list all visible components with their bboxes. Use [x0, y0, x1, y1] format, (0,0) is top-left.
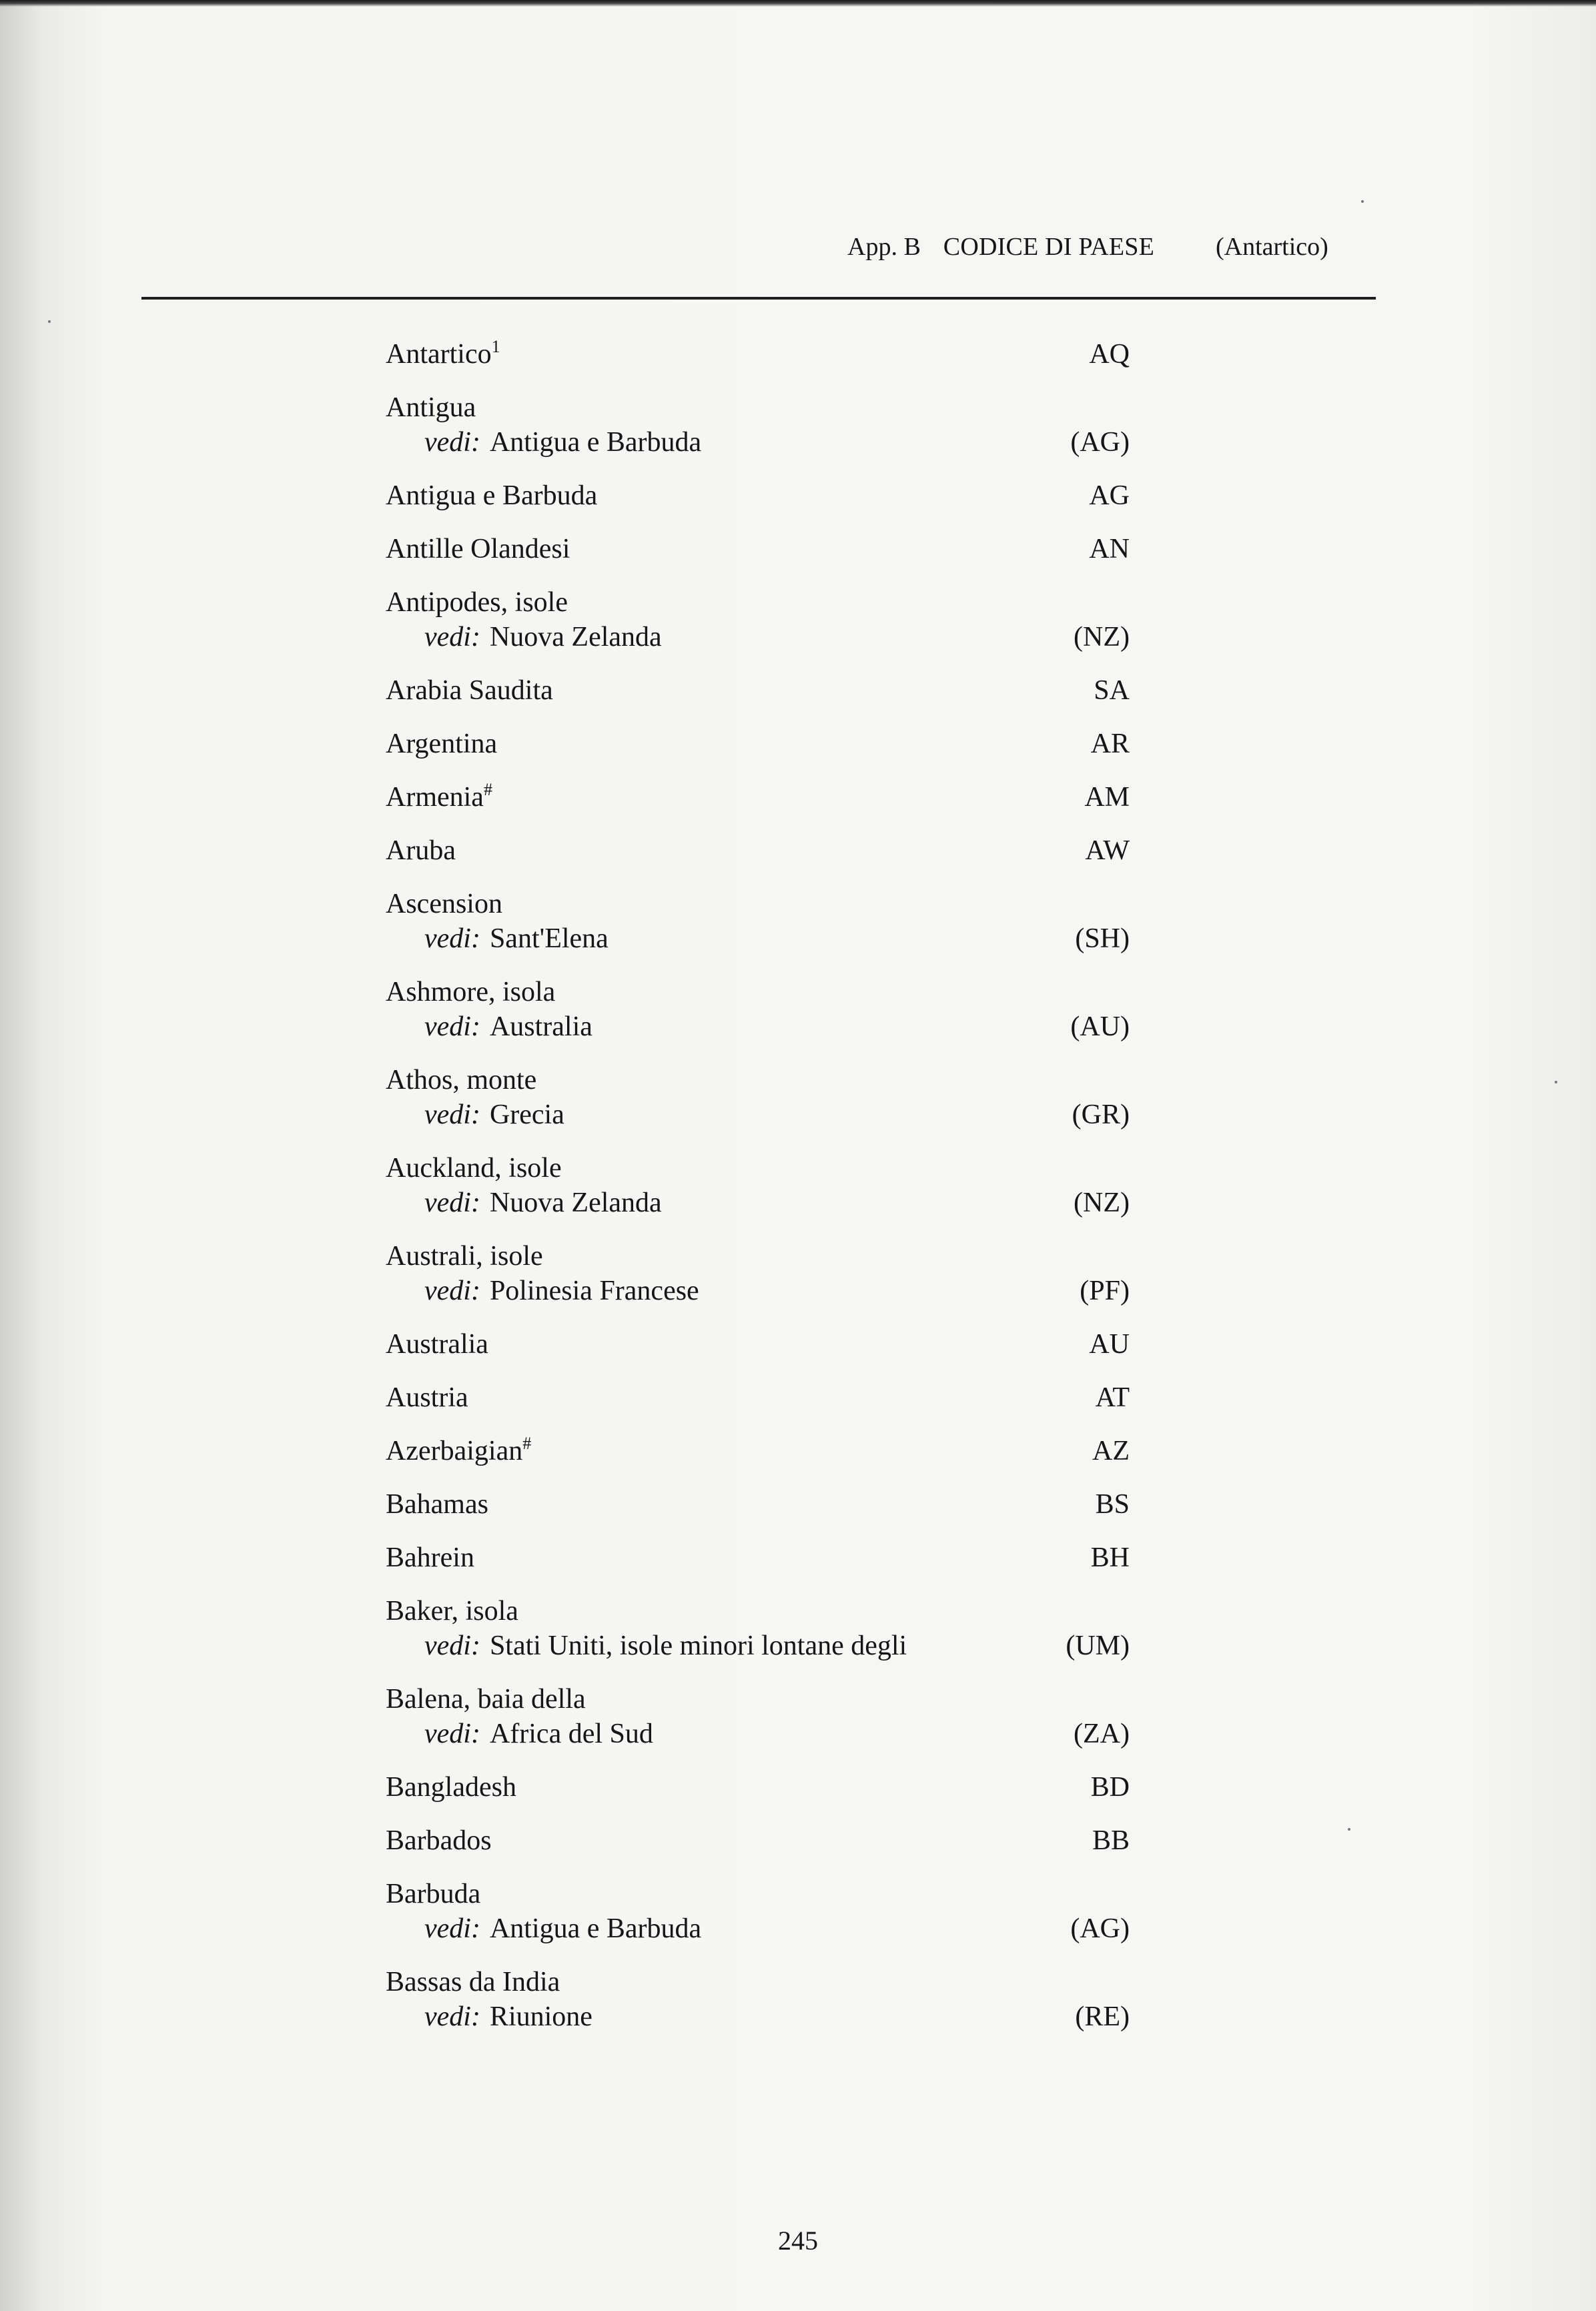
entry-name-text: Antigua e Barbuda — [386, 480, 598, 511]
entry-name — [386, 1770, 516, 1805]
list-item — [386, 1877, 1130, 1946]
entry-name-text: Barbados — [386, 1825, 492, 1856]
entry-main-line — [386, 1965, 1130, 1999]
entry-see-target: Africa del Sud — [489, 1719, 653, 1749]
entry-main-line — [386, 1877, 1130, 1911]
entry-code: AZ — [1092, 1436, 1130, 1466]
list-item — [386, 727, 1130, 761]
entry-main-line — [386, 975, 1130, 1009]
entry-name-text: Azerbaigian — [386, 1436, 523, 1466]
entry-see-target: Polinesia Francese — [489, 1276, 699, 1306]
entry-name-text: Arabia Saudita — [386, 675, 553, 706]
list-item — [386, 1063, 1130, 1132]
list-item — [386, 1540, 1130, 1575]
entry-see-line — [386, 1629, 1130, 1663]
entry-main-line — [386, 1151, 1130, 1186]
entry-code: BS — [1095, 1489, 1130, 1520]
entry-name — [386, 1380, 468, 1415]
entry-main-line — [386, 1682, 1130, 1717]
vedi-label: vedi: — [424, 1011, 480, 1042]
entry-main-line — [386, 478, 1130, 513]
entry-name — [386, 727, 497, 761]
country-code-list — [386, 337, 1130, 2053]
entry-code: BH — [1090, 1542, 1130, 1573]
entry-main-line — [386, 585, 1130, 620]
page-number: 245 — [778, 2226, 818, 2256]
entry-code: BD — [1090, 1772, 1130, 1803]
entry-see-line — [386, 1186, 1130, 1220]
entry-see-target: Australia — [489, 1011, 592, 1042]
entry-see-line — [386, 620, 1130, 654]
entry-name-text: Antipodes, isole — [386, 587, 568, 618]
entry-see-line — [386, 1911, 1130, 1946]
entry-name — [386, 532, 570, 566]
scan-speck — [1555, 1081, 1557, 1083]
entry-name — [386, 1823, 492, 1858]
entry-see-line — [386, 425, 1130, 460]
entry-code: SA — [1094, 675, 1130, 706]
scan-speck — [1361, 200, 1364, 203]
entry-name-text: Antille Olandesi — [386, 534, 570, 564]
entry-main-line — [386, 1239, 1130, 1274]
entry-main-line — [386, 532, 1130, 566]
entry-name-text: Baker, isola — [386, 1596, 518, 1627]
entry-main-line — [386, 1594, 1130, 1629]
entry-see-line — [386, 1717, 1130, 1751]
entry-code: (SH) — [1075, 923, 1130, 954]
entry-name — [386, 1239, 543, 1274]
entry-code: BB — [1092, 1825, 1130, 1856]
entry-name-text: Auckland, isole — [386, 1153, 562, 1184]
entry-code: (AG) — [1070, 427, 1130, 458]
list-item — [386, 833, 1130, 868]
list-item — [386, 1487, 1130, 1522]
list-item — [386, 478, 1130, 513]
entry-see-line — [386, 1097, 1130, 1132]
entry-see-line — [386, 1009, 1130, 1044]
entry-name-text: Armenia — [386, 782, 484, 813]
entry-see-target: Antigua e Barbuda — [489, 427, 702, 458]
vedi-label: vedi: — [424, 1913, 480, 1944]
list-item — [386, 390, 1130, 460]
list-item — [386, 1434, 1130, 1468]
scan-speck — [48, 320, 51, 323]
entry-name-text: Barbuda — [386, 1879, 481, 1909]
entry-see-reference — [424, 1186, 662, 1220]
header-section: CODICE DI PAESE — [943, 233, 1154, 261]
entry-name — [386, 585, 568, 620]
vedi-label: vedi: — [424, 1631, 480, 1661]
entry-name-text: Ashmore, isola — [386, 977, 556, 1007]
entry-see-target: Antigua e Barbuda — [489, 1913, 702, 1944]
vedi-label: vedi: — [424, 622, 480, 652]
entry-code: AQ — [1089, 339, 1130, 370]
entry-main-line — [386, 833, 1130, 868]
entry-name — [386, 390, 476, 425]
entry-name-text: Bangladesh — [386, 1772, 516, 1803]
list-item — [386, 1594, 1130, 1663]
entry-code: (NZ) — [1074, 1188, 1130, 1218]
entry-main-line — [386, 727, 1130, 761]
entry-code: (UM) — [1066, 1631, 1130, 1661]
list-item — [386, 585, 1130, 654]
entry-name-text: Ascension — [386, 889, 502, 919]
entry-main-line — [386, 390, 1130, 425]
entry-name — [386, 1682, 586, 1717]
header-range: (Antartico) — [1215, 233, 1328, 261]
entry-name — [386, 1877, 480, 1911]
entry-name-text: Bahamas — [386, 1489, 488, 1520]
list-item — [386, 337, 1130, 372]
entry-code: (ZA) — [1074, 1719, 1130, 1749]
list-item — [386, 1151, 1130, 1220]
entry-see-line — [386, 921, 1130, 956]
entry-footnote-mark: # — [522, 1434, 532, 1453]
entry-name — [386, 1151, 562, 1186]
entry-code: AR — [1090, 729, 1130, 759]
entry-main-line — [386, 1487, 1130, 1522]
entry-code: AN — [1089, 534, 1130, 564]
entry-name — [386, 1327, 488, 1362]
entry-name — [386, 1540, 474, 1575]
entry-main-line — [386, 1770, 1130, 1805]
entry-name-text: Aruba — [386, 835, 456, 866]
entry-name-text: Athos, monte — [386, 1065, 537, 1095]
entry-name — [386, 833, 456, 868]
entry-see-reference — [424, 1629, 907, 1663]
entry-see-target: Grecia — [489, 1099, 564, 1130]
vedi-label: vedi: — [424, 1099, 480, 1130]
vedi-label: vedi: — [424, 2001, 480, 2032]
list-item — [386, 1682, 1130, 1751]
entry-code: AW — [1085, 835, 1130, 866]
entry-name — [386, 673, 553, 708]
entry-main-line — [386, 1823, 1130, 1858]
entry-name — [386, 1965, 560, 1999]
entry-code: (PF) — [1080, 1276, 1130, 1306]
entry-main-line — [386, 337, 1130, 372]
list-item — [386, 975, 1130, 1044]
entry-footnote-mark: 1 — [491, 337, 500, 356]
list-item — [386, 1327, 1130, 1362]
entry-see-reference — [424, 620, 662, 654]
vedi-label: vedi: — [424, 1188, 480, 1218]
list-item — [386, 780, 1130, 815]
entry-see-reference — [424, 1009, 592, 1044]
entry-main-line — [386, 1380, 1130, 1415]
entry-name-text: Austria — [386, 1382, 468, 1413]
entry-see-target: Nuova Zelanda — [489, 1188, 662, 1218]
entry-name-text: Bahrein — [386, 1542, 474, 1573]
entry-see-target: Stati Uniti, isole minori lontane degli — [489, 1631, 907, 1661]
entry-name — [386, 337, 500, 372]
list-item — [386, 1823, 1130, 1858]
header-rule — [141, 297, 1376, 300]
entry-see-target: Sant'Elena — [489, 923, 609, 954]
entry-code: (GR) — [1072, 1099, 1130, 1130]
page-top-edge — [0, 0, 1596, 7]
entry-name — [386, 780, 492, 815]
entry-main-line — [386, 1327, 1130, 1362]
entry-see-reference — [424, 1911, 701, 1946]
entry-name-text: Australia — [386, 1329, 488, 1360]
entry-code: (NZ) — [1074, 622, 1130, 652]
entry-name — [386, 1063, 536, 1097]
running-header — [847, 227, 1374, 267]
entry-name — [386, 1487, 488, 1522]
entry-name — [386, 1434, 531, 1468]
entry-see-target: Nuova Zelanda — [489, 622, 662, 652]
entry-main-line — [386, 1434, 1130, 1468]
entry-name-text: Bassas da India — [386, 1967, 560, 1997]
entry-main-line — [386, 780, 1130, 815]
entry-see-line — [386, 1999, 1130, 2034]
vedi-label: vedi: — [424, 1719, 480, 1749]
entry-code: (RE) — [1075, 2001, 1130, 2032]
list-item — [386, 1380, 1130, 1415]
list-item — [386, 532, 1130, 566]
vedi-label: vedi: — [424, 1276, 480, 1306]
entry-code: AM — [1084, 782, 1130, 813]
entry-code: AU — [1089, 1329, 1130, 1360]
entry-see-reference — [424, 425, 701, 460]
entry-name — [386, 975, 555, 1009]
entry-name-text: Antartico — [386, 339, 492, 370]
entry-name — [386, 478, 597, 513]
entry-name-text: Balena, baia della — [386, 1684, 586, 1715]
entry-see-line — [386, 1274, 1130, 1308]
entry-see-reference — [424, 1274, 699, 1308]
entry-name-text: Australi, isole — [386, 1241, 543, 1272]
scan-speck — [1348, 1828, 1350, 1831]
entry-main-line — [386, 1540, 1130, 1575]
header-appendix: App. B — [847, 233, 921, 261]
entry-main-line — [386, 1063, 1130, 1097]
entry-see-reference — [424, 1999, 592, 2034]
vedi-label: vedi: — [424, 427, 480, 458]
entry-see-reference — [424, 1097, 564, 1132]
entry-code: AG — [1089, 480, 1130, 511]
entry-name-text: Antigua — [386, 392, 476, 423]
list-item — [386, 1239, 1130, 1308]
list-item — [386, 887, 1130, 956]
list-item — [386, 673, 1130, 708]
entry-footnote-mark: # — [483, 780, 492, 799]
entry-code: AT — [1095, 1382, 1130, 1413]
entry-see-reference — [424, 921, 609, 956]
entry-code: (AU) — [1070, 1011, 1130, 1042]
entry-name — [386, 1594, 518, 1629]
entry-see-reference — [424, 1717, 653, 1751]
entry-name-text: Argentina — [386, 729, 498, 759]
list-item — [386, 1965, 1130, 2034]
list-item — [386, 1770, 1130, 1805]
entry-main-line — [386, 673, 1130, 708]
entry-see-target: Riunione — [489, 2001, 592, 2032]
entry-code: (AG) — [1070, 1913, 1130, 1944]
vedi-label: vedi: — [424, 923, 480, 954]
entry-name — [386, 887, 502, 921]
entry-main-line — [386, 887, 1130, 921]
